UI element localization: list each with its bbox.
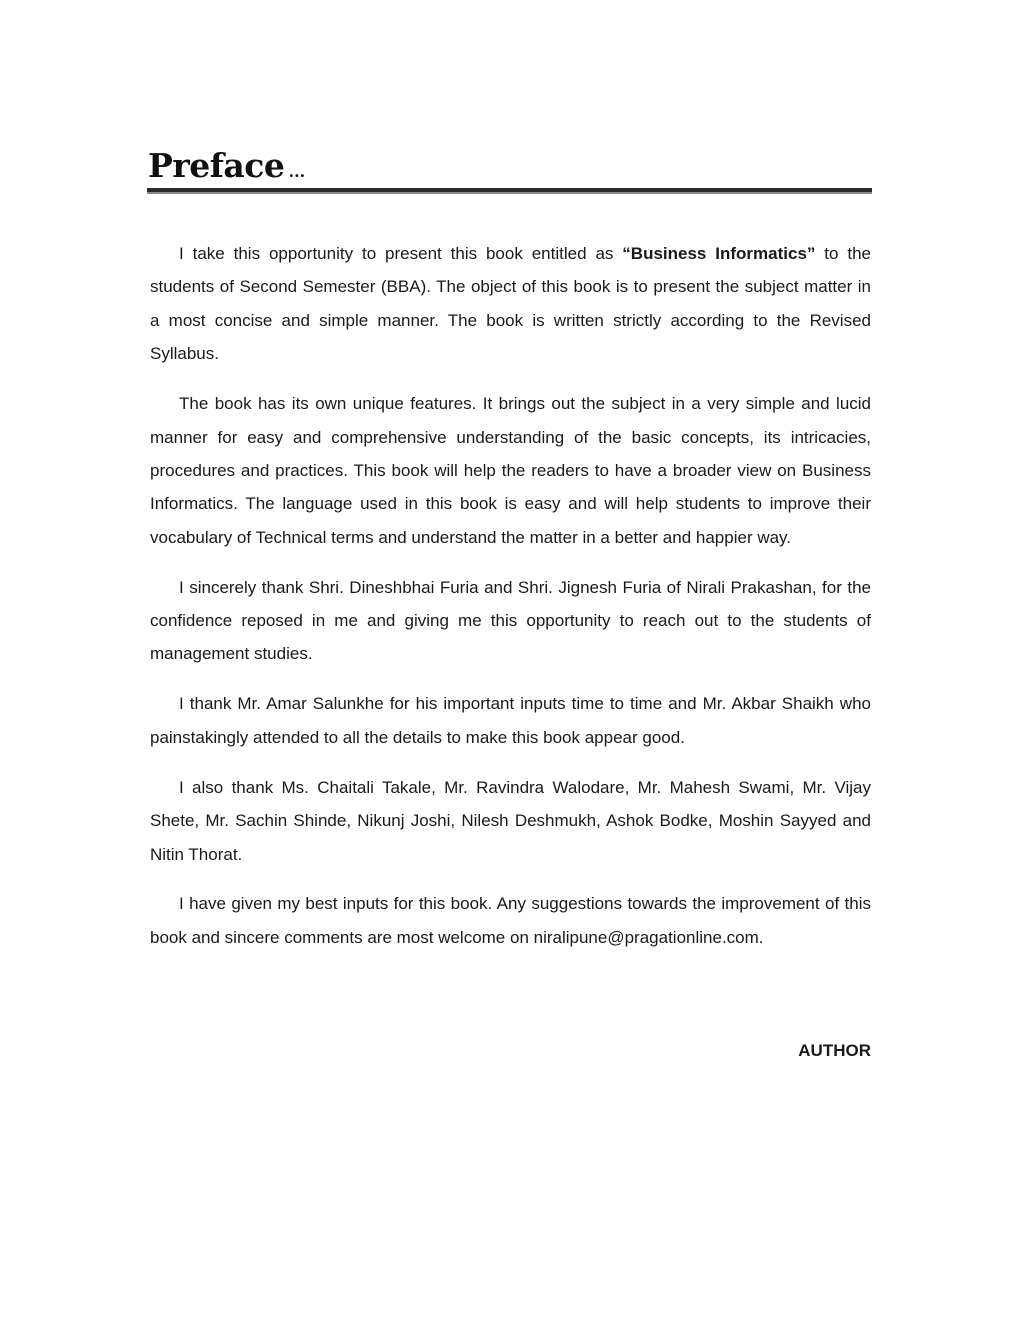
paragraph-thanks-team: I also thank Ms. Chaitali Takale, Mr. Ravindra Walodare, Mr. Mahesh Swami, Mr. Vijay Shete, Mr. Sachin Shinde, Nikunj Joshi, Nilesh Deshmukh, Ashok Bodke, Moshin Sayyed and Nitin Thorat. (150, 777, 871, 864)
preface-body (150, 237, 871, 971)
paragraph-thanks-inputs: I thank Mr. Amar Salunkhe for his important inputs time to time and Mr. Akbar Shaikh who painstakingly attended to all the details to make this book appear good. (150, 694, 871, 747)
author-signature: AUTHOR (798, 1041, 871, 1060)
paragraph-intro (150, 237, 871, 371)
paragraph-thanks-publisher: I sincerely thank Shri. Dineshbhai Furia and Shri. Jignesh Furia of Nirali Prakashan, for the confidence reposed in me and giving me this opportunity to reach out to the students of management studies. (150, 577, 871, 664)
document-page (150, 0, 871, 1320)
page-title (148, 146, 305, 185)
paragraph-features: The book has its own unique features. It brings out the subject in a very simple and lucid manner for easy and comprehensive understanding of the basic concepts, its intricacies, procedures and practices. This book will help the readers to have a broader view on Business Informatics. The language used in this book is easy and will help students to improve their vocabulary of Technical terms and understand the matter in a better and happier way. (150, 394, 871, 547)
paragraph-suggestions: I have given my best inputs for this book. Any suggestions towards the improvement of this book and sincere comments are most welcome on niralipune@pragationline.com. (150, 894, 871, 947)
paragraph-intro-start: I take this opportunity to present this book entitled as (179, 244, 623, 263)
paragraph-intro-end: to the students of Second Semester (BBA). The object of this book is to present the subject matter in a most concise and simple manner. The book is written strictly according to the Revised Syllabus. (150, 244, 871, 364)
book-title: “Business Informatics” (622, 244, 816, 263)
page-title-text: Preface (148, 146, 285, 185)
title-underline (147, 188, 872, 194)
page-title-ellipsis: ... (288, 157, 305, 183)
